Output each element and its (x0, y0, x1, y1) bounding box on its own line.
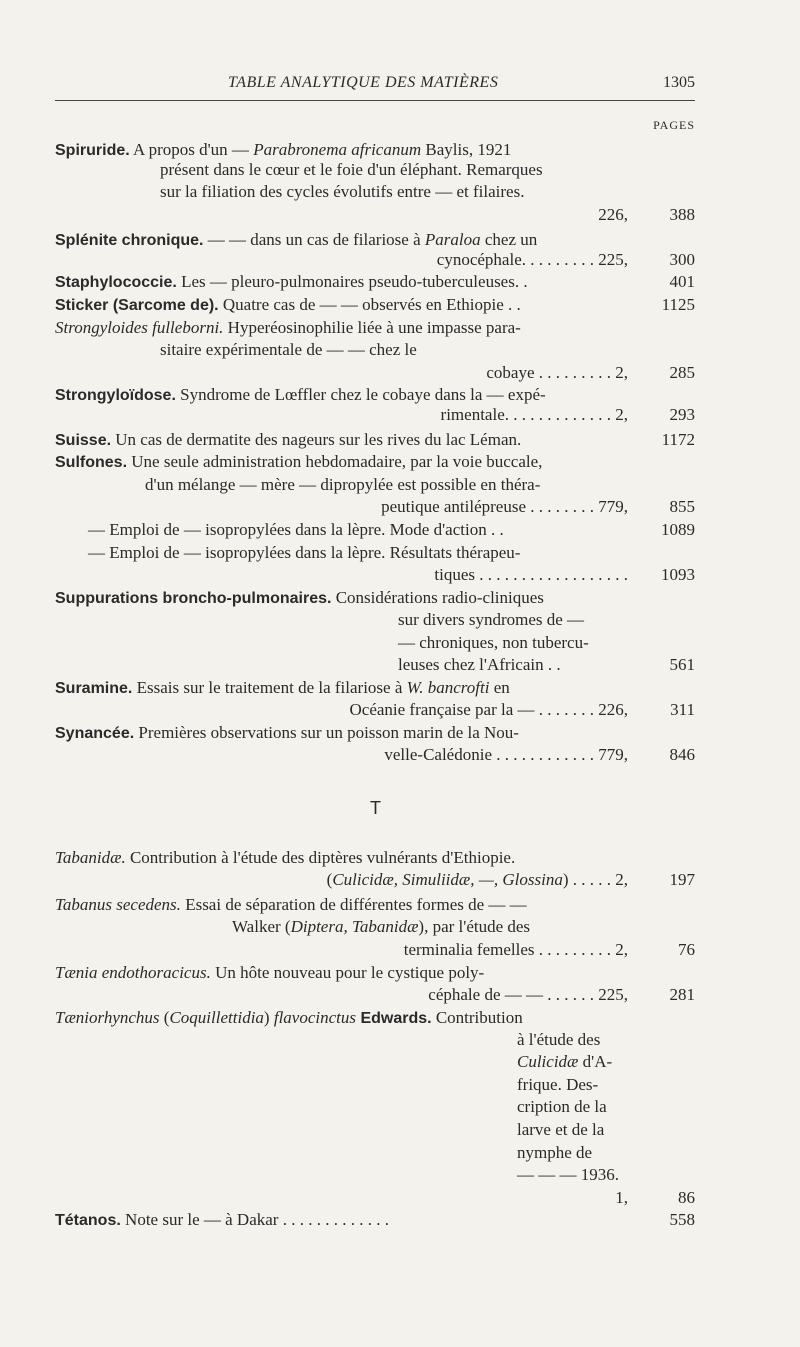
index-text: Staphylococcie. (55, 274, 177, 291)
index-text: ) (263, 1008, 274, 1027)
index-text: Quatre cas de — — observés en Ethiopie . . (218, 295, 521, 314)
page-reference: 558 (669, 1210, 695, 1229)
index-text: Essais sur le traitement de la filariose à (132, 678, 407, 697)
index-text: — Emploi de — isopropylées dans la lèpre. Résultats thérapeu- (88, 543, 521, 562)
index-text: d'un mélange — mère — dipropylée est possible en théra- (145, 475, 541, 494)
index-text: Contribution (431, 1008, 523, 1027)
index-text: présent dans le cœur et le foie d'un éléphant. Remarques (160, 160, 543, 179)
index-line (517, 1097, 607, 1117)
index-text: Suramine. (55, 680, 133, 697)
index-text: Syndrome de Lœffler chez le cobaye dans la — expé- (175, 385, 546, 404)
index-line (398, 633, 589, 653)
index-line (437, 250, 628, 270)
page-reference: 401 (669, 272, 695, 291)
index-text: Tabanus secedens. (55, 895, 181, 914)
index-text: rimentale. . . . . . . . . . . . . 2, (440, 405, 628, 424)
index-text: cobaye . . . . . . . . . 2, (486, 363, 628, 382)
index-text: Essai de séparation de différentes formes de — — (180, 895, 527, 914)
index-text: velle-Calédonie . . . . . . . . . . . . 779, (384, 745, 628, 764)
index-text: Premières observations sur un poisson marin de la Nou- (134, 723, 519, 742)
index-line (398, 610, 584, 630)
index-line (615, 1188, 628, 1208)
index-text: Tabanidæ. (55, 848, 126, 867)
index-line (428, 985, 628, 1005)
index-line (160, 340, 417, 360)
index-text: sur divers syndromes de — (398, 610, 585, 629)
index-line (598, 205, 628, 225)
index-text: Strongyloides fulleborni. (55, 318, 224, 337)
index-line (55, 678, 510, 699)
page-reference: 855 (669, 497, 695, 516)
index-line (55, 230, 537, 251)
index-line (404, 940, 628, 960)
index-text: W. bancrofti (406, 678, 490, 697)
index-text: Contribution à l'étude des diptères vulnérants d'Ethiopie. (125, 848, 516, 867)
index-text: ), par l'étude des (418, 917, 531, 936)
page-reference: 1172 (661, 430, 695, 449)
index-text: — — — 1936. (517, 1165, 619, 1184)
index-line (55, 895, 527, 915)
index-line (517, 1143, 592, 1163)
index-text: Océanie française par la — . . . . . . . 226, (349, 700, 628, 719)
index-line (55, 723, 519, 744)
index-text: nymphe de (517, 1143, 593, 1162)
index-text: Hyperéosinophilie liée à une impasse para- (223, 318, 521, 337)
index-line (55, 318, 521, 338)
index-text: cynocéphale. . . . . . . . . 225, (436, 250, 628, 269)
index-line (381, 497, 628, 517)
index-text: Tæniorhynchus (55, 1008, 160, 1027)
index-line (384, 745, 628, 765)
index-text: Note sur le — à Dakar . . . . . . . . . . . . . (120, 1210, 389, 1229)
index-text: Culicidæ, Simuliidæ, —, Glossina (332, 870, 563, 889)
index-line (55, 588, 544, 609)
index-text: A propos d'un — (129, 140, 254, 159)
index-text: Parabronema africanum (253, 140, 422, 159)
index-line (55, 385, 546, 406)
index-text: 1, (615, 1188, 628, 1207)
index-text: Splénite chronique. (55, 232, 204, 249)
pages-column-label: PAGES (653, 118, 695, 132)
index-text: Diptera, Tabanidæ (290, 917, 419, 936)
index-text: frique. Des- (517, 1075, 599, 1094)
section-letter: T (370, 798, 381, 818)
index-text: Tænia endothoracicus. (55, 963, 211, 982)
page-reference: 561 (669, 655, 695, 674)
page-reference: 285 (669, 363, 695, 382)
index-text: sur la filiation des cycles évolutifs entre — et filaires. (160, 182, 525, 201)
index-line (486, 363, 628, 383)
index-text: Spiruride. (55, 142, 130, 159)
index-text: Strongyloïdose. (55, 387, 176, 404)
index-text: Suisse. (55, 432, 112, 449)
index-text: d'A- (578, 1052, 613, 1071)
index-text: Walker ( (232, 917, 291, 936)
index-text: Synancée. (55, 725, 135, 742)
index-text: — chroniques, non tubercu- (398, 633, 589, 652)
index-text: — Emploi de — isopropylées dans la lèpre. Mode d'action . . (88, 520, 504, 539)
index-text: Baylis, 1921 (421, 140, 512, 159)
index-line (517, 1075, 598, 1095)
index-line (55, 1210, 389, 1231)
index-line (88, 543, 520, 563)
index-line (55, 140, 511, 161)
page-reference: 293 (669, 405, 695, 424)
index-line (517, 1030, 600, 1050)
index-line (55, 295, 521, 316)
index-line (434, 565, 628, 585)
index-line (517, 1052, 612, 1072)
page-reference: 197 (669, 870, 695, 889)
page-reference: 846 (669, 745, 695, 764)
index-line (517, 1120, 604, 1140)
index-text: terminalia femelles . . . . . . . . . 2, (403, 940, 628, 959)
page-number: 1305 (663, 74, 695, 91)
index-text: Culicidæ (517, 1052, 579, 1071)
index-line (145, 475, 540, 495)
index-text: Coquillettidia (169, 1008, 264, 1027)
index-text: larve et de la (517, 1120, 605, 1139)
page-reference: 86 (678, 1188, 695, 1207)
index-line (55, 430, 521, 451)
index-text: Considérations radio-cliniques (331, 588, 544, 607)
index-text: Sticker (Sarcome de). (55, 297, 219, 314)
page-reference: 76 (678, 940, 695, 959)
index-text: 226, (598, 205, 628, 224)
page-reference: 1089 (661, 520, 695, 539)
index-text: Un cas de dermatite des nageurs sur les rives du lac Léman. (111, 430, 522, 449)
index-line (55, 848, 515, 868)
page-reference: 311 (670, 700, 695, 719)
index-text: Tétanos. (55, 1212, 121, 1229)
index-line (160, 160, 543, 180)
index-line (55, 963, 484, 983)
index-text: Un hôte nouveau pour le cystique poly- (210, 963, 485, 982)
index-text: Edwards. (356, 1010, 432, 1027)
page-reference: 300 (669, 250, 695, 269)
index-text: à l'étude des (517, 1030, 601, 1049)
index-line (327, 870, 628, 890)
index-line (232, 917, 530, 937)
index-text: tiques . . . . . . . . . . . . . . . . . . (434, 565, 628, 584)
index-line (55, 452, 542, 473)
page-reference: 388 (669, 205, 695, 224)
index-line (160, 182, 524, 202)
index-text: — — dans un cas de filariose à (203, 230, 425, 249)
index-text: Une seule administration hebdomadaire, par la voie buccale, (127, 452, 543, 471)
running-header-title: TABLE ANALYTIQUE DES MATIÈRES (228, 74, 499, 91)
index-line (55, 1008, 523, 1029)
index-text: ( (326, 870, 333, 889)
index-text: Paraloa (424, 230, 481, 249)
index-text: ( (159, 1008, 170, 1027)
index-text: Suppurations broncho-pulmonaires. (55, 590, 332, 607)
index-line (517, 1165, 619, 1185)
header-rule (55, 100, 695, 101)
index-line (441, 405, 628, 425)
page-reference: 1093 (661, 565, 695, 584)
index-line (88, 520, 504, 540)
index-line (398, 655, 561, 675)
index-text: Les — pleuro-pulmonaires pseudo-tuberculeuses. . (176, 272, 528, 291)
index-text: peutique antilépreuse . . . . . . . . 779, (381, 497, 628, 516)
index-text: cription de la (517, 1097, 607, 1116)
page-reference: 1125 (661, 295, 695, 314)
index-text: chez un (480, 230, 538, 249)
index-text: ) . . . . . 2, (562, 870, 628, 889)
index-text: sitaire expérimentale de — — chez le (160, 340, 417, 359)
index-line (350, 700, 629, 720)
index-text: céphale de — — . . . . . . 225, (428, 985, 628, 1004)
index-text: Sulfones. (55, 454, 128, 471)
index-line (55, 272, 528, 293)
index-text: en (489, 678, 510, 697)
index-text: flavocinctus (273, 1008, 356, 1027)
page-reference: 281 (669, 985, 695, 1004)
index-text: leuses chez l'Africain . . (398, 655, 561, 674)
